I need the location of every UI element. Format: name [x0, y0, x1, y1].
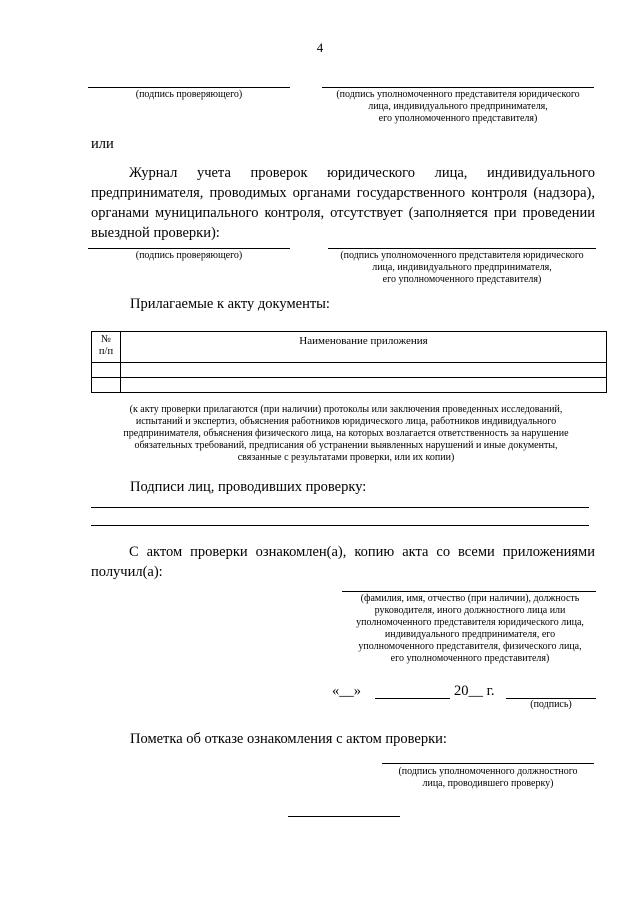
attachments-table: [91, 331, 607, 393]
table-cell: [121, 363, 607, 378]
official-signature-line: [382, 763, 594, 764]
column-header-number: № п/п: [92, 332, 121, 363]
signature-line-inspector: [88, 87, 290, 88]
table-cell: [92, 363, 121, 378]
inspector-signature-line-2: [91, 525, 589, 526]
date-year: 20__ г.: [454, 683, 495, 699]
caption-inspector-signature: (подпись проверяющего): [135, 89, 243, 100]
page-number: 4: [316, 40, 324, 55]
table-row: [92, 363, 607, 378]
familiarized-paragraph: С актом проверки ознакомлен(а), копию акта со всеми приложениями получил(а):: [91, 544, 595, 580]
signature-line-inspector-2: [88, 248, 290, 249]
attached-documents-heading: Прилагаемые к акту документы:: [130, 296, 330, 312]
journal-absent-paragraph: Журнал учета проверок юридического лица, индивидуального предпринимателя, проводимых органами государственного контроля (надзора), органами муниципального контроля, отсутствует (заполняется при проведении выездной проверки):: [91, 165, 595, 241]
refusal-heading: Пометка об отказе ознакомления с актом проверки:: [130, 731, 447, 747]
fio-caption: (фамилия, имя, отчество (при наличии), должность руководителя, иного должностного лица или уполномоченного представителя юридического лица, индивидуального предпринимателя, его уполномоченного представителя, физического лица, его уполномоченного представителя): [356, 593, 584, 664]
date-day: «__»: [332, 683, 361, 699]
caption-representative-signature-2: (подпись уполномоченного представителя юридического лица, индивидуального предпринимателя, его уполномоченного представителя): [340, 250, 584, 285]
signature-line-representative: [322, 87, 594, 88]
table-header-row: [92, 332, 607, 363]
footer-separator-line: [288, 816, 400, 817]
caption-representative-signature: (подпись уполномоченного представителя юридического лица, индивидуального предпринимателя, его уполномоченного представителя): [336, 89, 580, 124]
date-month-line: [375, 698, 450, 699]
signature-caption: (подпись): [530, 699, 572, 710]
or-word: или: [91, 136, 114, 152]
caption-inspector-signature-2: (подпись проверяющего): [135, 250, 243, 261]
column-header-attachment-name: Наименование приложения: [121, 332, 607, 363]
official-signature-caption: (подпись уполномоченного должностного лица, проводившего проверку): [398, 766, 578, 789]
table-cell: [92, 378, 121, 393]
signature-line-representative-2: [328, 248, 596, 249]
table-cell: [121, 378, 607, 393]
attachments-note: (к акту проверки прилагаются (при наличии) протоколы или заключения проведенных исследований, испытаний и экспертиз, объяснения работников юридического лица, работников индивидуального предпринимателя, объяснения физического лица, на которых возлагается ответственность за нарушение обязательных требований, предписания об устранении выявленных нарушений и иные документы, связанные с результатами проверки, или их копии): [123, 404, 569, 463]
fio-signature-line: [342, 591, 596, 592]
inspector-signature-line-1: [91, 507, 589, 508]
table-row: [92, 378, 607, 393]
inspectors-signatures-heading: Подписи лиц, проводивших проверку:: [130, 479, 367, 495]
